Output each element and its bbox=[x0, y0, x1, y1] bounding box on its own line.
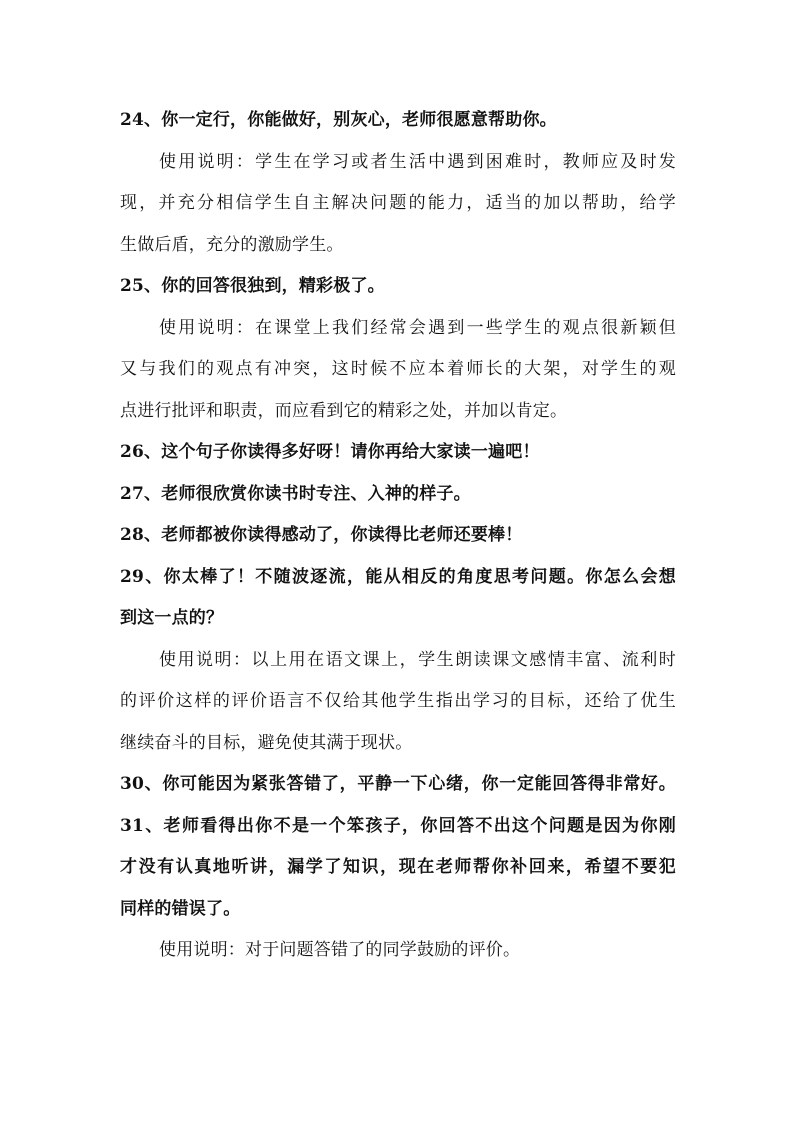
item-28-heading: 28、老师都被你读得感动了，你读得比老师还要棒！ bbox=[120, 525, 523, 545]
item-24-heading: 24、你一定行，你能做好，别灰心，老师很愿意帮助你。 bbox=[120, 110, 557, 130]
item-31-heading-line-1: 31、老师看得出你不是一个笨孩子，你回答不出这个问题是因为你刚 bbox=[120, 815, 676, 836]
item-25-note-line-1: 使用说明：在课堂上我们经常会遇到一些学生的观点很新颖但 bbox=[159, 317, 676, 338]
item-27-heading: 27、老师很欣赏你读书时专注、入神的样子。 bbox=[120, 483, 471, 504]
item-30-heading: 30、你可能因为紧张答错了，平静一下心绪，你一定能回答得非常好。 bbox=[120, 774, 676, 794]
item-31-heading-line-3: 同样的错误了。 bbox=[120, 898, 241, 919]
item-25-note-line-3: 点进行批评和职责，而应看到它的精彩之处，并加以肯定。 bbox=[120, 400, 568, 421]
item-29-note-line-3: 继续奋斗的目标，避免使其满于现状。 bbox=[120, 732, 413, 753]
item-31-heading-line-2: 才没有认真地听讲，漏学了知识，现在老师帮你补回来，希望不要犯 bbox=[120, 857, 676, 877]
item-25-heading: 25、你的回答很独到，精彩极了。 bbox=[120, 276, 385, 296]
item-26-heading: 26、这个句子你读得多好呀！请你再给大家读一遍吧！ bbox=[120, 442, 540, 462]
item-29-note-line-2: 的评价这样的评价语言不仅给其他学生指出学习的目标，还给了优生 bbox=[120, 691, 676, 711]
item-31-note-line-1: 使用说明：对于问题答错了的同学鼓励的评价。 bbox=[159, 940, 521, 960]
item-24-note-line-2: 现，并充分相信学生自主解决问题的能力，适当的加以帮助，给学 bbox=[120, 193, 676, 213]
item-29-note-line-1: 使用说明：以上用在语文课上，学生朗读课文感情丰富、流利时 bbox=[159, 649, 676, 670]
item-24-note-line-1: 使用说明：学生在学习或者生活中遇到困难时，教师应及时发 bbox=[159, 151, 676, 172]
document-body bbox=[120, 100, 676, 972]
item-25-note-line-2: 又与我们的观点有冲突，这时候不应本着师长的大架，对学生的观 bbox=[120, 359, 676, 379]
item-29-heading-line-2: 到这一点的？ bbox=[120, 608, 224, 628]
item-24-note-line-3: 生做后盾，充分的激励学生。 bbox=[120, 234, 344, 255]
item-29-heading-line-1: 29、你太棒了！不随波逐流，能从相反的角度思考问题。你怎么会想 bbox=[120, 566, 676, 587]
